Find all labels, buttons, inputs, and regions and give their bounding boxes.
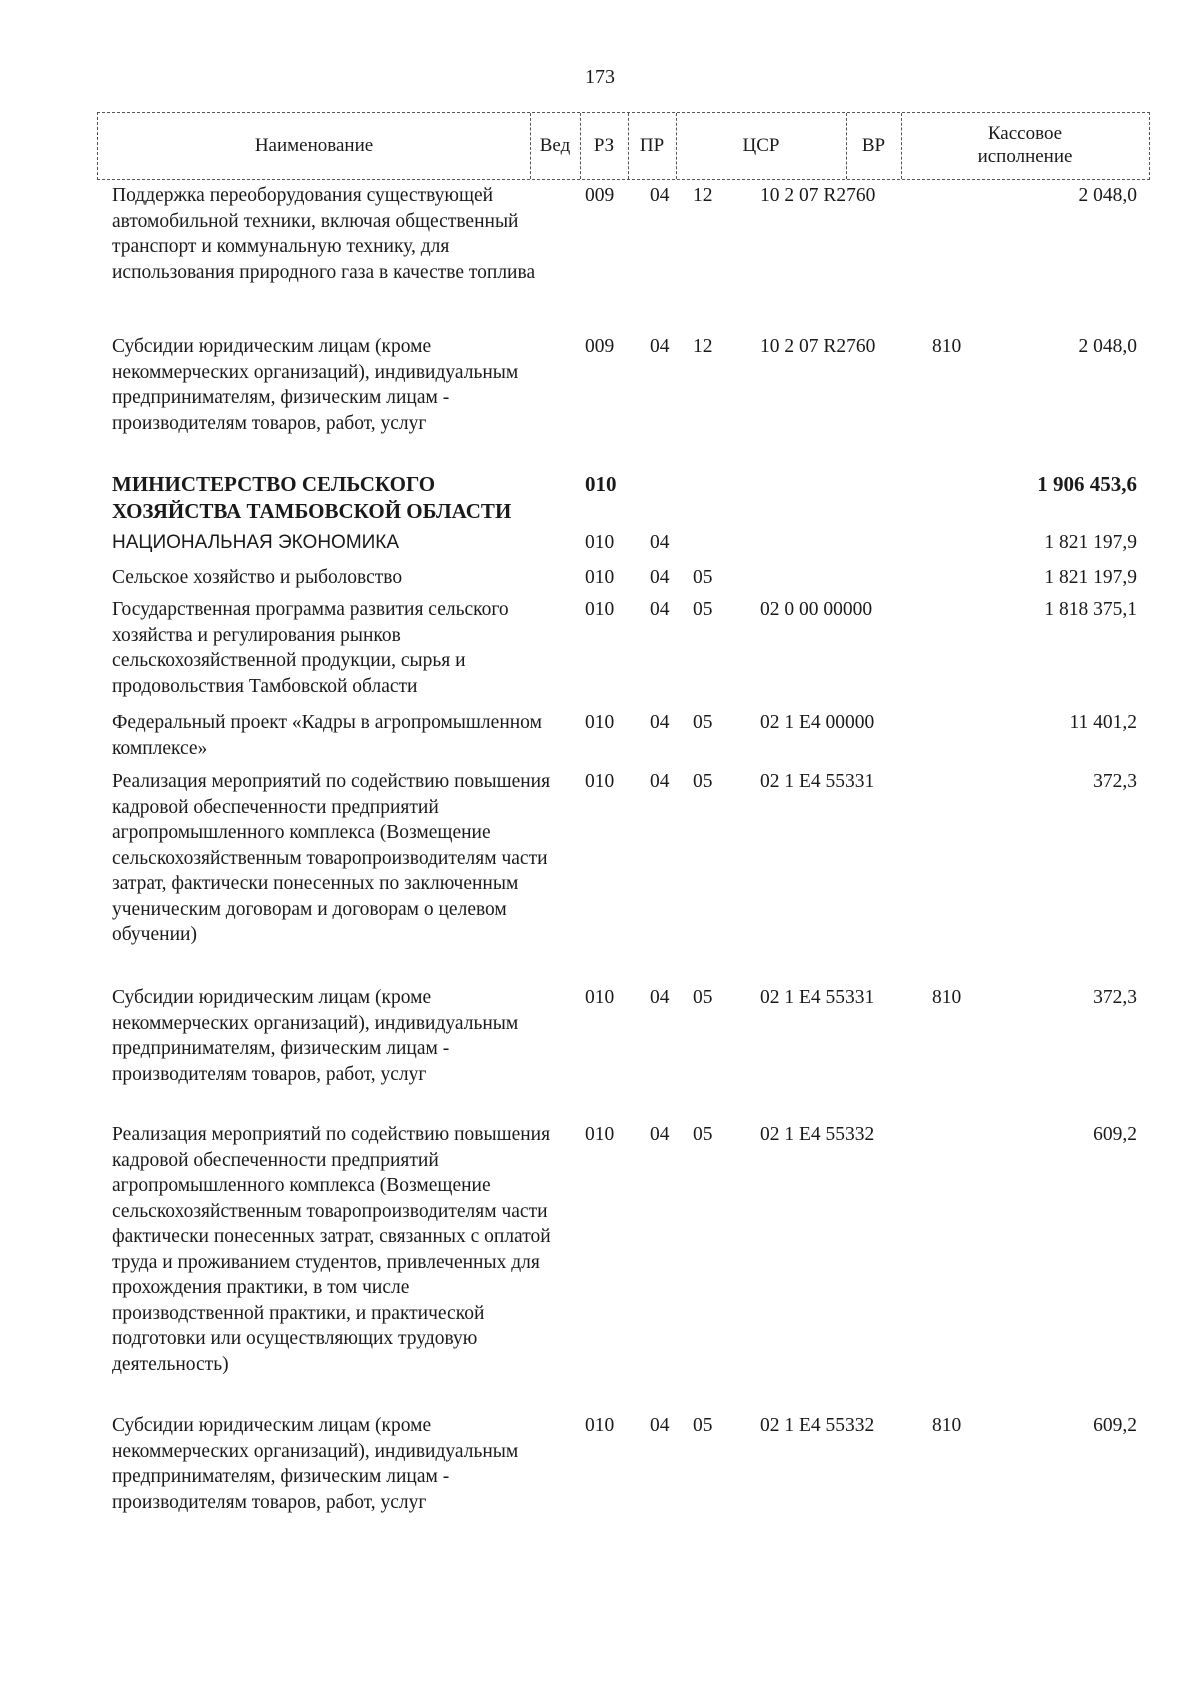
row-amount: 609,2 bbox=[1093, 1415, 1137, 1436]
row-ved: 010 bbox=[585, 771, 615, 792]
row-pr: 05 bbox=[693, 1415, 713, 1436]
row-csr: 02 1 Е4 55331 bbox=[760, 771, 875, 792]
row-pr: 05 bbox=[693, 712, 713, 733]
row-amount: 372,3 bbox=[1093, 987, 1137, 1008]
row-ved: 010 bbox=[585, 987, 615, 1008]
header-ved: Вед bbox=[539, 134, 571, 156]
row-name: Субсидии юридическим лицам (кроме некоммерческих организаций), индивидуальным предпринимателям, физическим лицам - производителям товаров, работ, услуг bbox=[112, 336, 519, 434]
row-rz: 04 bbox=[650, 1415, 670, 1436]
row-vr: 810 bbox=[932, 1415, 962, 1436]
row-pr: 12 bbox=[693, 336, 713, 357]
row-pr: 05 bbox=[693, 987, 713, 1008]
row-ved: 010 bbox=[585, 567, 615, 588]
row-name: Субсидии юридическим лицам (кроме некоммерческих организаций), индивидуальным предпринимателям, физическим лицам - производителям товаров, работ, услуг bbox=[112, 987, 519, 1085]
row-csr: 02 1 Е4 55332 bbox=[760, 1124, 875, 1145]
row-pr: 05 bbox=[693, 1124, 713, 1145]
row-ved: 009 bbox=[585, 336, 615, 357]
row-rz: 04 bbox=[650, 185, 670, 206]
row-amount: 1 821 197,9 bbox=[1044, 567, 1137, 588]
row-ved: 010 bbox=[585, 1124, 615, 1145]
row-rz: 04 bbox=[650, 1124, 670, 1145]
row-rz: 04 bbox=[650, 336, 670, 357]
row-name: Государственная программа развития сельского хозяйства и регулирования рынков сельскохозяйственной продукции, сырья и продовольствия Тамбовской области bbox=[112, 599, 509, 697]
row-name: Реализация мероприятий по содействию повышения кадровой обеспеченности предприятий агропромышленного комплекса (Возмещение сельскохозяйственным товаропроизводителям части фактически понесенных затрат, связанных с оплатой труда и проживанием студентов, привлеченных для прохождения практики, в том числе производственной практики, и практической подготовки или осуществляющих трудовую деятельность) bbox=[112, 1124, 551, 1375]
row-csr: 02 0 00 00000 bbox=[760, 599, 873, 620]
header-amount-line1: Кассовое bbox=[987, 123, 1063, 145]
header-amount-line2: исполнение bbox=[977, 146, 1073, 167]
row-name: Сельское хозяйство и рыболовство bbox=[112, 567, 403, 588]
header-name: Наименование bbox=[254, 134, 374, 156]
row-csr: 10 2 07 R2760 bbox=[760, 185, 876, 206]
header-vr: ВР bbox=[861, 134, 886, 156]
row-pr: 05 bbox=[693, 567, 713, 588]
row-ved: 010 bbox=[585, 472, 617, 496]
table-header bbox=[97, 112, 1150, 180]
header-rz: РЗ bbox=[593, 134, 615, 156]
header-amount bbox=[901, 113, 1149, 179]
row-ved: 010 bbox=[585, 1415, 615, 1436]
row-name: Субсидии юридическим лицам (кроме некоммерческих организаций), индивидуальным предпринимателям, физическим лицам - производителям товаров, работ, услуг bbox=[112, 1415, 519, 1513]
row-rz: 04 bbox=[650, 567, 670, 588]
row-vr: 810 bbox=[932, 336, 962, 357]
row-vr: 810 bbox=[932, 987, 962, 1008]
row-rz: 04 bbox=[650, 599, 670, 620]
header-csr: ЦСР bbox=[742, 134, 780, 156]
row-csr: 02 1 Е4 00000 bbox=[760, 712, 875, 733]
header-pr: ПР bbox=[639, 134, 665, 156]
row-amount: 1 818 375,1 bbox=[1044, 599, 1137, 620]
row-rz: 04 bbox=[650, 987, 670, 1008]
row-csr: 02 1 Е4 55332 bbox=[760, 1415, 875, 1436]
row-ved: 010 bbox=[585, 599, 615, 620]
row-amount: 11 401,2 bbox=[1069, 712, 1137, 733]
row-csr: 02 1 Е4 55331 bbox=[760, 987, 875, 1008]
row-amount: 2 048,0 bbox=[1078, 185, 1137, 206]
row-amount: 2 048,0 bbox=[1078, 336, 1137, 357]
row-amount: 609,2 bbox=[1093, 1124, 1137, 1145]
row-rz: 04 bbox=[650, 771, 670, 792]
row-pr: 12 bbox=[693, 185, 713, 206]
row-ved: 010 bbox=[585, 532, 615, 553]
row-name: Реализация мероприятий по содействию повышения кадровой обеспеченности предприятий агропромышленного комплекса (Возмещение сельскохозяйственным товаропроизводителям части затрат, фактически понесенных по заключенным ученическим договорам и договорам о целевом обучении) bbox=[112, 771, 551, 945]
row-csr: 10 2 07 R2760 bbox=[760, 336, 876, 357]
row-amount: 1 821 197,9 bbox=[1044, 532, 1137, 553]
row-rz: 04 bbox=[650, 532, 670, 553]
row-pr: 05 bbox=[693, 771, 713, 792]
row-ved: 009 bbox=[585, 185, 615, 206]
row-name: Поддержка переоборудования существующей автомобильной техники, включая общественный транспорт и коммунальную технику, для использования природного газа в качестве топлива bbox=[112, 185, 536, 283]
row-ved: 010 bbox=[585, 712, 615, 733]
page-number: 173 bbox=[585, 66, 615, 88]
row-amount: 1 906 453,6 bbox=[1037, 472, 1137, 496]
row-name: МИНИСТЕРСТВО СЕЛЬСКОГО ХОЗЯЙСТВА ТАМБОВСКОЙ ОБЛАСТИ bbox=[112, 472, 512, 523]
row-name: НАЦИОНАЛЬНАЯ ЭКОНОМИКА bbox=[112, 532, 400, 553]
row-pr: 05 bbox=[693, 599, 713, 620]
row-rz: 04 bbox=[650, 712, 670, 733]
row-name: Федеральный проект «Кадры в агропромышленном комплексе» bbox=[112, 712, 542, 759]
row-amount: 372,3 bbox=[1093, 771, 1137, 792]
